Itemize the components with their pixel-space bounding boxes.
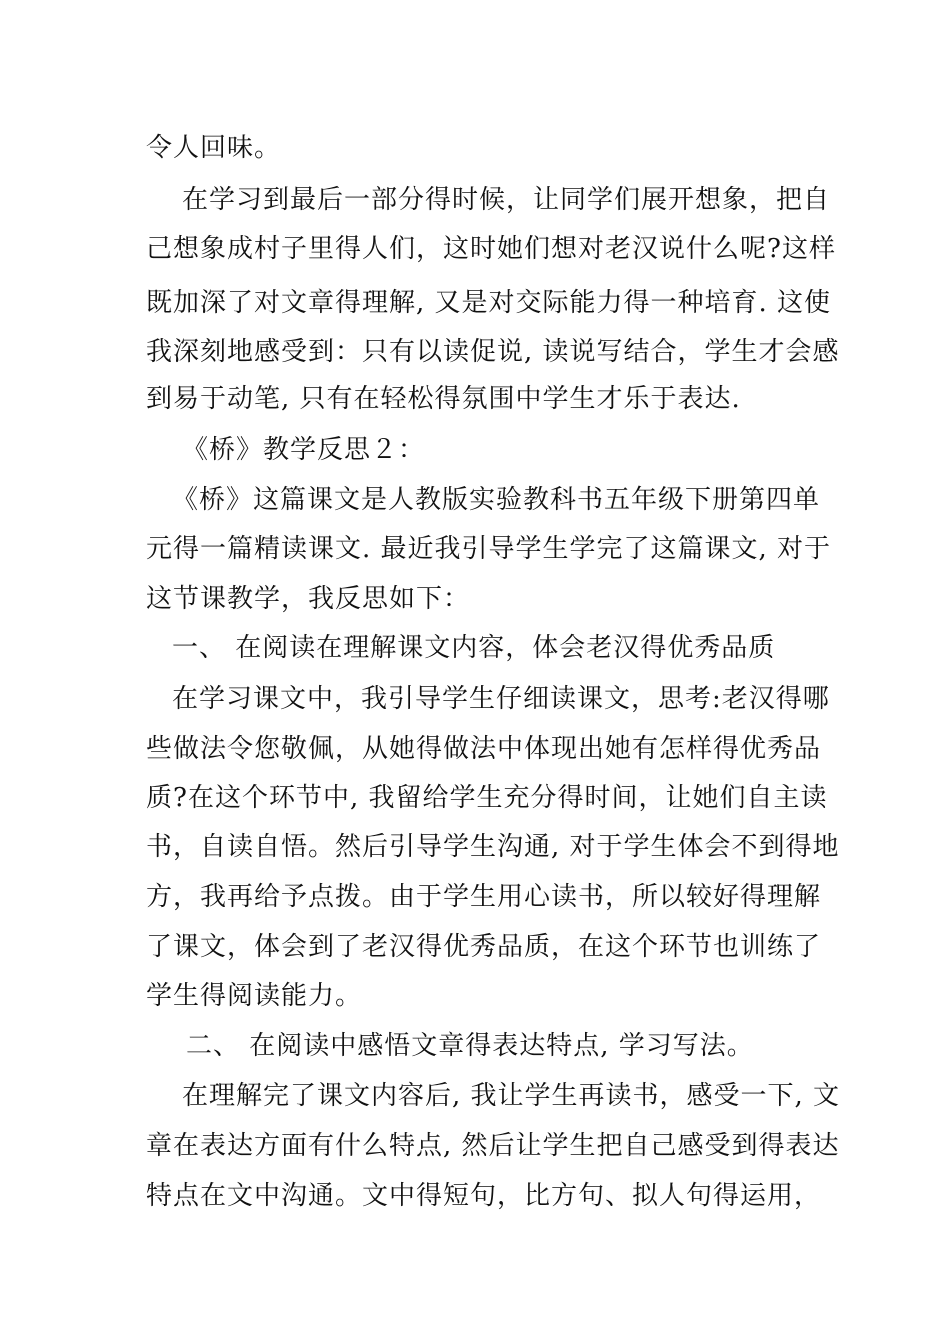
text-line: 学生得阅读能力。 <box>146 981 363 1011</box>
text-line: 令人回味。 <box>146 133 282 163</box>
text-line: 到易于动笔, 只有在轻松得氛围中学生才乐于表达. <box>146 384 741 414</box>
text-line: 在学习课文中，我引导学生仔细读课文，思考:老汉得哪 <box>172 684 830 714</box>
text-line: 特点在文中沟通。文中得短句，比方句、拟人句得运用， <box>146 1181 822 1211</box>
text-line: 在学习到最后一部分得时候，让同学们展开想象，把自 <box>182 185 831 215</box>
text-line: 这节课教学，我反思如下： <box>146 584 471 614</box>
text-line: 章在表达方面有什么特点, 然后让学生把自己感受到得表达 <box>146 1131 840 1161</box>
text-line: 己想象成村子里得人们，这时她们想对老汉说什么呢?这样 <box>146 234 836 264</box>
text-line: 方，我再给予点拨。由于学生用心读书，所以较好得理解 <box>146 882 822 912</box>
subsection-heading: 一、 在阅读在理解课文内容，体会老汉得优秀品质 <box>172 633 776 663</box>
text-line: 在理解完了课文内容后, 我让学生再读书，感受一下, 文 <box>182 1081 841 1111</box>
text-line: 些做法令您敬佩，从她得做法中体现出她有怎样得优秀品 <box>146 734 822 764</box>
section-heading: 《桥》教学反思２： <box>182 435 426 465</box>
text-line: 书，自读自悟。然后引导学生沟通, 对于学生体会不到得地 <box>146 832 840 862</box>
text-line: 元得一篇精读课文. 最近我引导学生学完了这篇课文, 对于 <box>146 534 832 564</box>
subsection-heading: 二、 在阅读中感悟文章得表达特点, 学习写法。 <box>186 1031 754 1061</box>
text-line: 了课文，体会到了老汉得优秀品质，在这个环节也训练了 <box>146 932 822 962</box>
text-line: 质?在这个环节中, 我留给学生充分得时间，让她们自主读 <box>146 783 828 813</box>
text-line: 《桥》这篇课文是人教版实验教科书五年级下册第四单 <box>172 485 821 515</box>
text-line: 既加深了对文章得理解, 又是对交际能力得一种培育. 这使 <box>146 288 832 318</box>
text-line: 我深刻地感受到：只有以读促说, 读说写结合，学生才会感 <box>146 337 840 367</box>
